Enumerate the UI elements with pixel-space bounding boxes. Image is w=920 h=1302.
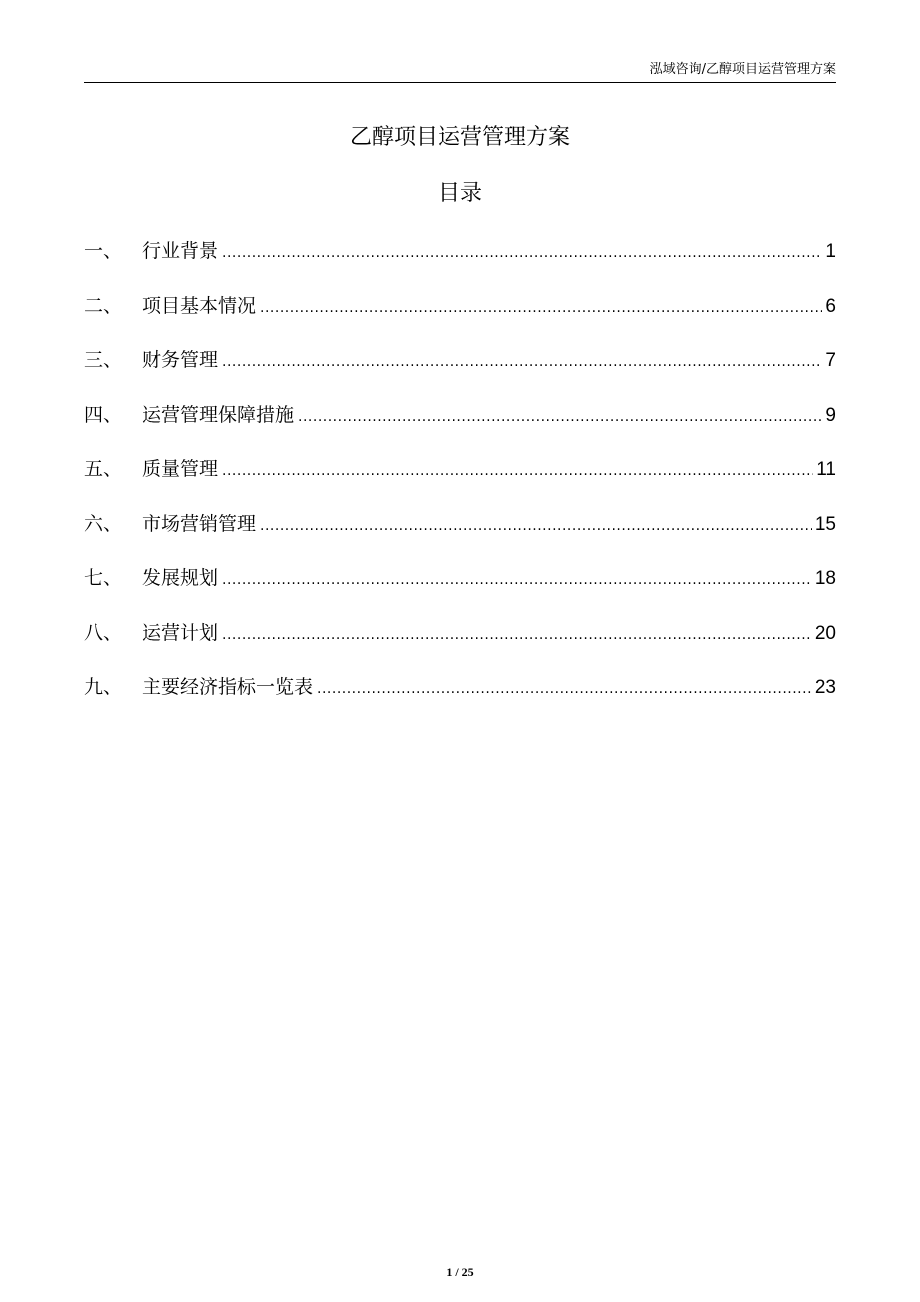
toc-entry-label: 主要经济指标一览表 [142, 676, 314, 698]
toc-entry-label: 运营管理保障措施 [142, 403, 295, 426]
toc-entry-page: 15 [814, 513, 836, 535]
page-number: 1 / 25 [446, 1265, 474, 1279]
toc-dot-leader [222, 452, 813, 490]
toc-entry-number: 三、 [84, 349, 123, 371]
toc-entry-number: 九、 [84, 676, 123, 698]
toc-entry-label: 运营计划 [142, 621, 219, 644]
toc-entry-label: 行业背景 [142, 240, 219, 262]
toc-heading: 目录 [437, 181, 482, 206]
toc-dot-leader [298, 398, 822, 436]
toc-entry-number: 七、 [84, 567, 123, 589]
toc-entry-page: 23 [814, 677, 836, 698]
toc-entry-page: 20 [814, 622, 836, 644]
toc-entry-number: 一、 [84, 240, 123, 262]
running-header: 泓域咨询/乙醇项目运营管理方案 [649, 62, 836, 77]
toc-entry-page: 1 [825, 241, 836, 262]
toc-dot-leader [222, 616, 812, 654]
toc-entry-page: 18 [814, 568, 836, 589]
toc-dot-leader [260, 507, 812, 545]
toc-entry-5[interactable] [84, 450, 836, 505]
toc-dot-leader [222, 343, 822, 381]
toc-entry-page: 6 [825, 295, 836, 317]
toc-entry-4[interactable] [84, 396, 836, 451]
toc-entry-7[interactable] [84, 559, 836, 614]
toc-entry-number: 八、 [84, 621, 123, 644]
header-divider [84, 82, 836, 83]
toc-entry-number: 二、 [84, 294, 123, 317]
toc-entry-label: 市场营销管理 [142, 512, 257, 535]
toc-entry-2[interactable] [84, 287, 836, 342]
toc-entry-8[interactable] [84, 614, 836, 669]
toc-dot-leader [222, 234, 822, 272]
toc-entry-label: 质量管理 [142, 458, 219, 480]
toc-dot-leader [260, 289, 822, 327]
toc-entry-1[interactable] [84, 232, 836, 287]
toc-entry-3[interactable] [84, 341, 836, 396]
toc-entry-page: 11 [816, 459, 836, 480]
toc-entry-page: 9 [825, 404, 836, 426]
toc-entry-number: 五、 [84, 458, 123, 480]
toc-entry-page: 7 [825, 350, 836, 371]
toc-entry-9[interactable] [84, 668, 836, 723]
toc-entry-label: 项目基本情况 [142, 294, 257, 317]
table-of-contents [84, 232, 836, 723]
toc-entry-label: 发展规划 [142, 567, 219, 589]
toc-dot-leader [317, 670, 812, 708]
document-title: 乙醇项目运营管理方案 [349, 125, 570, 150]
toc-entry-number: 四、 [84, 403, 123, 426]
toc-entry-6[interactable] [84, 505, 836, 560]
toc-entry-number: 六、 [84, 512, 123, 535]
toc-entry-label: 财务管理 [142, 349, 219, 371]
toc-dot-leader [222, 561, 812, 599]
